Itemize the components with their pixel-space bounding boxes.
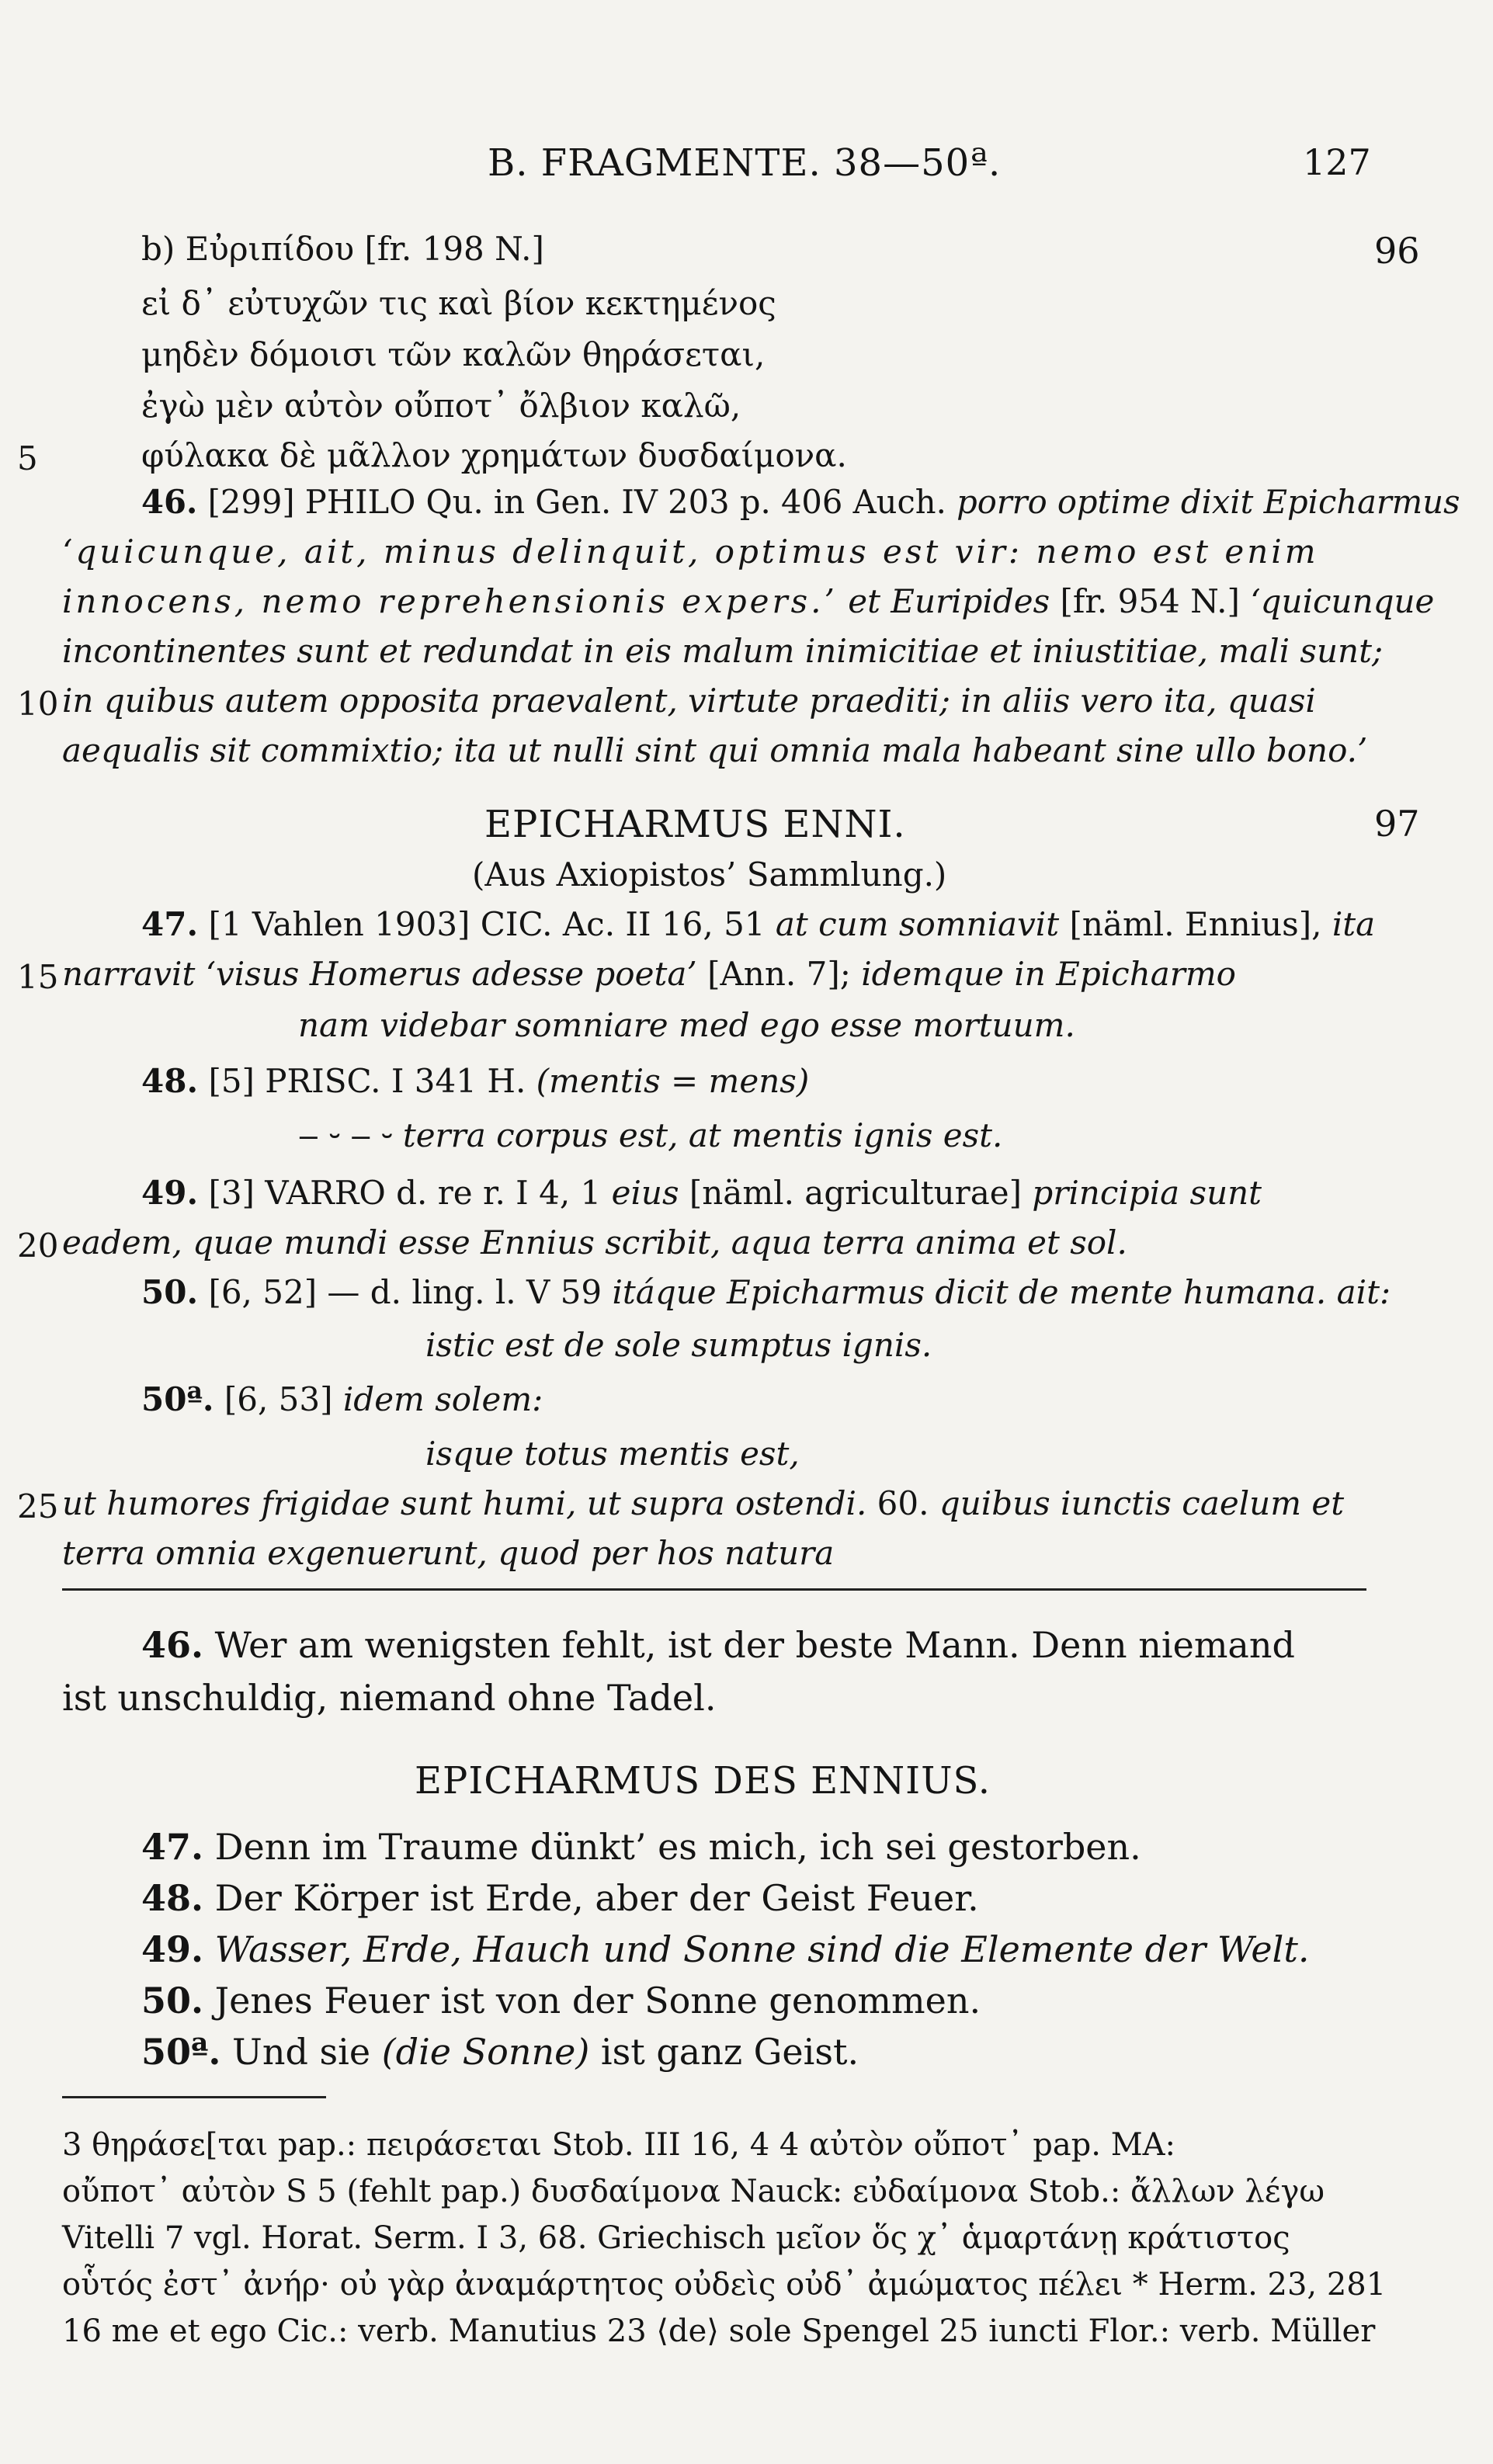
translation-text: Denn im Traume dünkt’ es mich, ich sei gestorben. [214, 1826, 1141, 1868]
fragment-text: principia sunt [1032, 1174, 1262, 1212]
fragment-source: [6, 53] [224, 1380, 333, 1418]
greek-verse-line: ἐγὼ μὲν αὐτὸν οὔποτ᾽ ὄλβιον καλῶ, [141, 387, 741, 425]
fragment-50a-heading [141, 1380, 543, 1418]
translation-number: 49. [141, 1928, 204, 1970]
fragment-49-line: eadem, quae mundi esse Ennius scribit, aqua terra anima et sol. [62, 1223, 1127, 1261]
translation-number: 46. [141, 1624, 204, 1666]
fragment-47-heading [141, 905, 1376, 943]
translation-number: 47. [141, 1826, 204, 1868]
fragment-text: itáque Epicharmus dicit de mente humana. ait: [612, 1273, 1391, 1311]
section-divider [62, 1588, 1366, 1591]
fragment-text: narravit ‘visus Homerus adesse poeta’ [62, 955, 697, 993]
metrical-sign: ‒ ⏑ ‒ ⏑ [298, 1116, 393, 1154]
line-number: 25 [17, 1487, 59, 1525]
fragment-number: 46. [141, 483, 198, 521]
margin-number-96: 96 [1374, 230, 1420, 272]
fragment-chapter: 60. [877, 1484, 929, 1522]
section-title: EPICHARMUS ENNI. [484, 803, 906, 846]
line-number: 5 [17, 439, 38, 477]
translation-text: (die Sonne) [381, 2031, 590, 2073]
translation-text: Jenes Feuer ist von der Sonne genommen. [214, 1980, 981, 2022]
fragment-source: [1 Vahlen 1903] CIC. Ac. II 16, 51 [208, 905, 766, 943]
translation-46-cont: ist unschuldig, niemand ohne Tadel. [62, 1677, 717, 1719]
fragment-gloss: (mentis = mens) [536, 1062, 810, 1100]
fragment-source: [3] VARRO d. re r. I 4, 1 [208, 1174, 602, 1212]
fragment-text: innocens, nemo reprehensionis expers.’ [62, 582, 838, 620]
greek-fragment-label: b) Εὐριπίδου [fr. 198 N.] [141, 230, 544, 268]
apparatus-line: Vitelli 7 vgl. Horat. Serm. I 3, 68. Griechisch μεῖον ὅς χ᾽ ἁμαρτάνῃ κράτιστος [62, 2220, 1290, 2256]
fragment-text: porro optime dixit Epicharmus [957, 483, 1460, 521]
fragment-number: 50ª. [141, 1380, 214, 1418]
apparatus-line: οὔποτ᾽ αὐτὸν S 5 (fehlt pap.) δυσδαίμονα Nauck: εὐδαίμονα Stob.: ἄλλων λέγω [62, 2174, 1325, 2209]
translation-50 [141, 1980, 981, 2022]
translation-number: 48. [141, 1877, 204, 1919]
apparatus-line: 16 me et ego Cic.: verb. Manutius 23 ⟨de⟩ sole Spengel 25 iuncti Flor.: verb. Müller [62, 2313, 1376, 2349]
translation-48 [141, 1877, 979, 1919]
fragment-47-verse: nam videbar somniare med ego esse mortuum. [298, 1006, 1075, 1044]
fragment-text: ita [1332, 905, 1376, 943]
fragment-text: idem solem: [342, 1380, 543, 1418]
fragment-number: 50. [141, 1273, 199, 1311]
translation-text: ist ganz Geist. [600, 2031, 859, 2073]
translation-section-title: EPICHARMUS DES ENNIUS. [415, 1759, 991, 1803]
fragment-48-heading [141, 1062, 810, 1100]
fragment-49-heading [141, 1174, 1262, 1212]
fragment-text: ut humores frigidae sunt humi, ut supra ostendi. [62, 1484, 867, 1522]
fragment-46-line: incontinentes sunt et redundat in eis malum inimicitiae et iniustitiae, mali sunt; [62, 632, 1384, 670]
fragment-46-line: aequalis sit commixtio; ita ut nulli sint qui omnia mala habeant sine ullo bono.’ [62, 731, 1368, 769]
page-number: 127 [1303, 141, 1371, 183]
translation-47 [141, 1826, 1141, 1868]
fragment-46-heading [141, 483, 1460, 521]
fragment-48-verse [298, 1116, 1003, 1154]
translation-49 [141, 1928, 1309, 1970]
fragment-reference: [fr. 954 N.] [1060, 582, 1240, 620]
fragment-50-heading [141, 1273, 1391, 1311]
fragment-47-line [62, 955, 1236, 993]
greek-verse-line: φύλακα δὲ μᾶλλον χρημάτων δυσδαίμονα. [141, 436, 847, 474]
translation-number: 50. [141, 1980, 204, 2022]
fragment-number: 49. [141, 1174, 199, 1212]
apparatus-line: 3 θηράσε[ται pap.: πειράσεται Stob. III 16, 4 4 αὐτὸν οὔποτ᾽ pap. MA: [62, 2127, 1176, 2163]
running-head: B. FRAGMENTE. 38—50ª. [488, 141, 1002, 185]
fragment-50a-line [62, 1484, 1345, 1522]
fragment-number: 47. [141, 905, 199, 943]
fragment-text: idemque in Epicharmo [861, 955, 1236, 993]
fragment-source: [5] PRISC. I 341 H. [208, 1062, 526, 1100]
fragment-46-line: ‘quicunque, ait, minus delinquit, optimus est vir: nemo est enim [62, 533, 1319, 571]
fragment-46-line: in quibus autem opposita praevalent, virtute praediti; in aliis vero ita, quasi [62, 682, 1316, 720]
fragment-number: 48. [141, 1062, 199, 1100]
fragment-46-line [62, 582, 1435, 620]
fragment-text: quibus iunctis caelum et [939, 1484, 1345, 1522]
greek-verse-line: μηδὲν δόμοισι τῶν καλῶν θηράσεται, [141, 335, 766, 373]
translation-50a [141, 2031, 859, 2073]
fragment-50a-line: terra omnia exgenuerunt, quod per hos natura [62, 1534, 835, 1572]
fragment-50a-verse: isque totus mentis est, [425, 1435, 800, 1473]
greek-verse-line: εἰ δ᾽ εὐτυχῶν τις καὶ βίον κεκτημένος [141, 284, 776, 322]
line-number: 20 [17, 1227, 59, 1265]
translation-46 [141, 1624, 1295, 1666]
fragment-source: [299] PHILO Qu. in Gen. IV 203 p. 406 Auch. [207, 483, 946, 521]
fragment-text: eius [611, 1174, 679, 1212]
margin-number-97: 97 [1374, 803, 1420, 845]
fragment-bracket: [Ann. 7]; [707, 955, 851, 993]
section-subtitle: (Aus Axiopistos’ Sammlung.) [472, 855, 947, 894]
translation-text: Der Körper ist Erde, aber der Geist Feuer. [214, 1877, 979, 1919]
fragment-50-verse: istic est de sole sumptus ignis. [425, 1326, 932, 1364]
fragment-text: et Euripides [848, 582, 1050, 620]
fragment-text: ‘quicunque [1250, 582, 1435, 620]
fragment-text: terra corpus est, at mentis ignis est. [402, 1116, 1003, 1154]
line-number: 10 [17, 685, 59, 723]
apparatus-line: οὗτός ἐστ᾽ ἀνήρ· οὐ γὰρ ἀναμάρτητος οὐδεὶς οὐδ᾽ ἀμώματος πέλει * Herm. 23, 281 [62, 2267, 1387, 2303]
line-number: 15 [17, 958, 59, 996]
translation-text: Und sie [232, 2031, 371, 2073]
fragment-bracket: [näml. agriculturae] [689, 1174, 1023, 1212]
translation-text: Wer am wenigsten fehlt, ist der beste Mann. Denn niemand [214, 1624, 1295, 1666]
fragment-source: [6, 52] — d. ling. l. V 59 [208, 1273, 602, 1311]
fragment-bracket: [näml. Ennius], [1069, 905, 1322, 943]
translation-text: Wasser, Erde, Hauch und Sonne sind die Elemente der Welt. [214, 1928, 1310, 1970]
translation-number: 50ª. [141, 2031, 221, 2073]
fragment-text: at cum somniavit [775, 905, 1060, 943]
footnote-divider [62, 2096, 326, 2098]
